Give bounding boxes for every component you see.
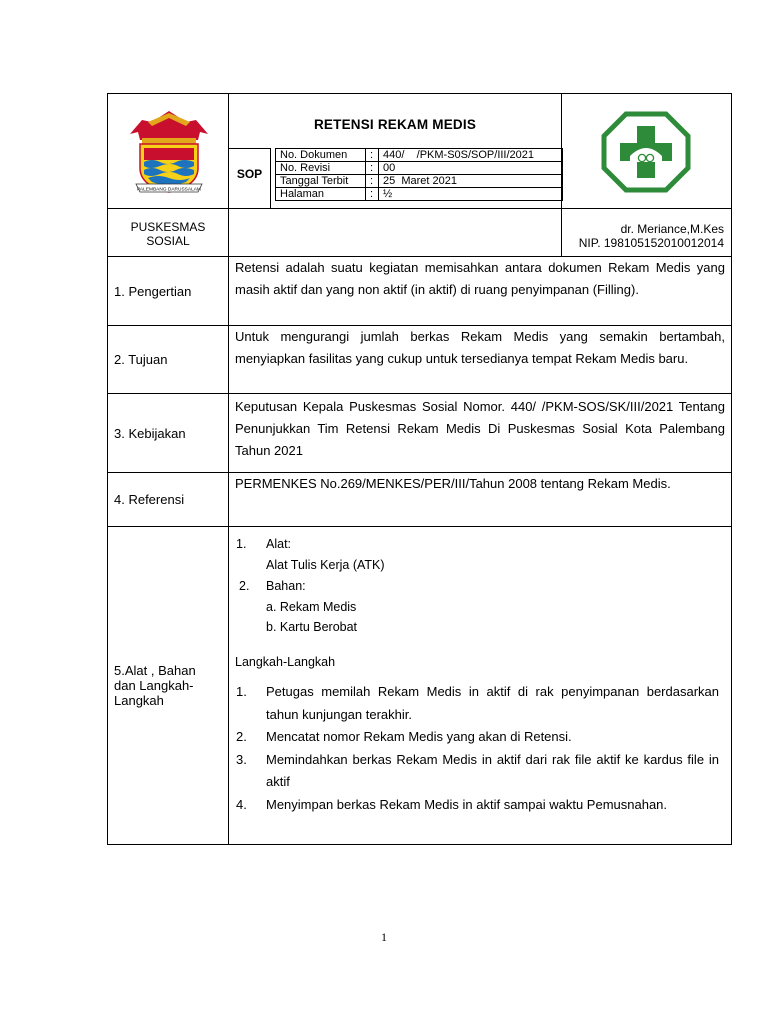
bahan-sub-b: b. Kartu Berobat [266, 620, 358, 634]
signer-block [562, 209, 731, 250]
section-label-alat [108, 527, 229, 845]
city-logo-cell [108, 94, 229, 209]
meta-value: 25 Maret 2021 [379, 175, 563, 188]
page-number: 1 [381, 930, 387, 944]
meta-sep: : [366, 175, 379, 188]
step-text: Memindahkan berkas Rekam Medis in aktif dari rak file aktif ke kardus file in aktif [266, 751, 719, 789]
alat-item-sub: Alat Tulis Kerja (ATK) [266, 558, 385, 572]
meta-sep: : [366, 149, 379, 162]
alat-item-title: Alat: [266, 537, 292, 551]
meta-row [276, 162, 563, 175]
step-number: 1. [236, 684, 247, 699]
org-name-line2: SOSIAL [146, 234, 190, 248]
org-name [108, 209, 228, 248]
signer-cell [562, 209, 732, 257]
health-logo-cell [562, 94, 732, 209]
step-text: Mencatat nomor Rekam Medis yang akan di Retensi. [266, 729, 572, 744]
kebijakan-text: Keputusan Kepala Puskesmas Sosial Nomor. 440/ /PKM-SOS/SK/III/2021 Tentang Penunjukkan Tim Retensi Rekam Medis Di Puskesmas Sosial Kota Palembang Tahun 2021 [235, 399, 725, 458]
alat-bahan-list [229, 527, 731, 844]
list-item [229, 726, 725, 749]
section-label-referensi: 4. Referensi [108, 473, 229, 527]
signer-name: dr. Meriance,M.Kes [620, 222, 724, 236]
sop-document [107, 93, 731, 845]
section-body-kebijakan [229, 394, 732, 473]
section-body-pengertian [229, 257, 732, 326]
step-number: 4. [236, 796, 247, 812]
section-label-kebijakan: 3. Kebijakan [108, 394, 229, 473]
alat-label-line3: Langkah [114, 693, 164, 708]
sop-label-box [229, 148, 271, 208]
org-empty-cell [229, 209, 562, 257]
meta-row [276, 149, 563, 162]
steps-list [229, 681, 725, 816]
section-body-referensi [229, 473, 732, 527]
document-title: RETENSI REKAM MEDIS [313, 117, 477, 132]
document-meta-table [275, 148, 563, 201]
step-text: Menyimpan berkas Rekam Medis in aktif sampai waktu Pemusnahan. [266, 796, 668, 812]
meta-row [276, 188, 563, 201]
bahan-item-number: 2. [239, 579, 250, 593]
step-number: 2. [236, 729, 247, 744]
org-name-cell [108, 209, 229, 257]
meta-key: No. Revisi [276, 162, 366, 175]
meta-row [276, 175, 563, 188]
puskesmas-logo-icon [600, 110, 692, 194]
alat-label-line2: dan Langkah- [114, 678, 194, 693]
sop-table [107, 93, 732, 845]
pengertian-text: Retensi adalah suatu kegiatan memisahkan antara dokumen Rekam Medis yang masih aktif dan yang non aktif (in aktif) di ruang penyimpanan (Filling). [235, 260, 725, 297]
sop-block [229, 148, 562, 208]
palembang-city-logo-icon [128, 108, 210, 196]
city-logo-banner-text: PALEMBANG DARUSSALAM [137, 187, 201, 193]
referensi-text: PERMENKES No.269/MENKES/PER/III/Tahun 2008 tentang Rekam Medis. [235, 476, 671, 491]
section-label-tujuan: 2. Tujuan [108, 326, 229, 394]
alat-item-number: 1. [236, 537, 247, 551]
section-label-pengertian: 1. Pengertian [108, 257, 229, 326]
step-number: 3. [236, 751, 247, 767]
list-item [229, 749, 725, 794]
meta-sep: : [366, 162, 379, 175]
sop-label: SOP [236, 167, 263, 181]
meta-value: 00 [379, 162, 563, 175]
list-item [229, 794, 725, 817]
section-body-alat [229, 527, 732, 845]
meta-sep: : [366, 188, 379, 201]
meta-key: No. Dokumen [276, 149, 366, 162]
tujuan-text: Untuk mengurangi jumlah berkas Rekam Medis yang semakin bertambah, menyiapkan fasilitas yang cukup untuk tersedianya tempat Rekam Medis baru. [235, 329, 725, 366]
alat-label-line1: 5.Alat , Bahan [114, 663, 196, 678]
signer-nip: NIP. 198105152010012014 [578, 236, 724, 250]
meta-value: ½ [379, 188, 563, 201]
meta-value: 440/ /PKM-S0S/SOP/III/2021 [379, 149, 563, 162]
list-item [229, 681, 725, 726]
org-name-line1: PUSKESMAS [130, 220, 206, 234]
section-body-tujuan [229, 326, 732, 394]
bahan-sub-a: a. Rekam Medis [266, 600, 357, 614]
steps-heading: Langkah-Langkah [235, 655, 336, 669]
meta-key: Tanggal Terbit [276, 175, 366, 188]
step-text: Petugas memilah Rekam Medis in aktif di rak penyimpanan berdasarkan tahun kunjungan terakhir. [266, 684, 719, 722]
meta-key: Halaman [276, 188, 366, 201]
bahan-item-title: Bahan: [266, 579, 306, 593]
title-cell [229, 94, 562, 209]
